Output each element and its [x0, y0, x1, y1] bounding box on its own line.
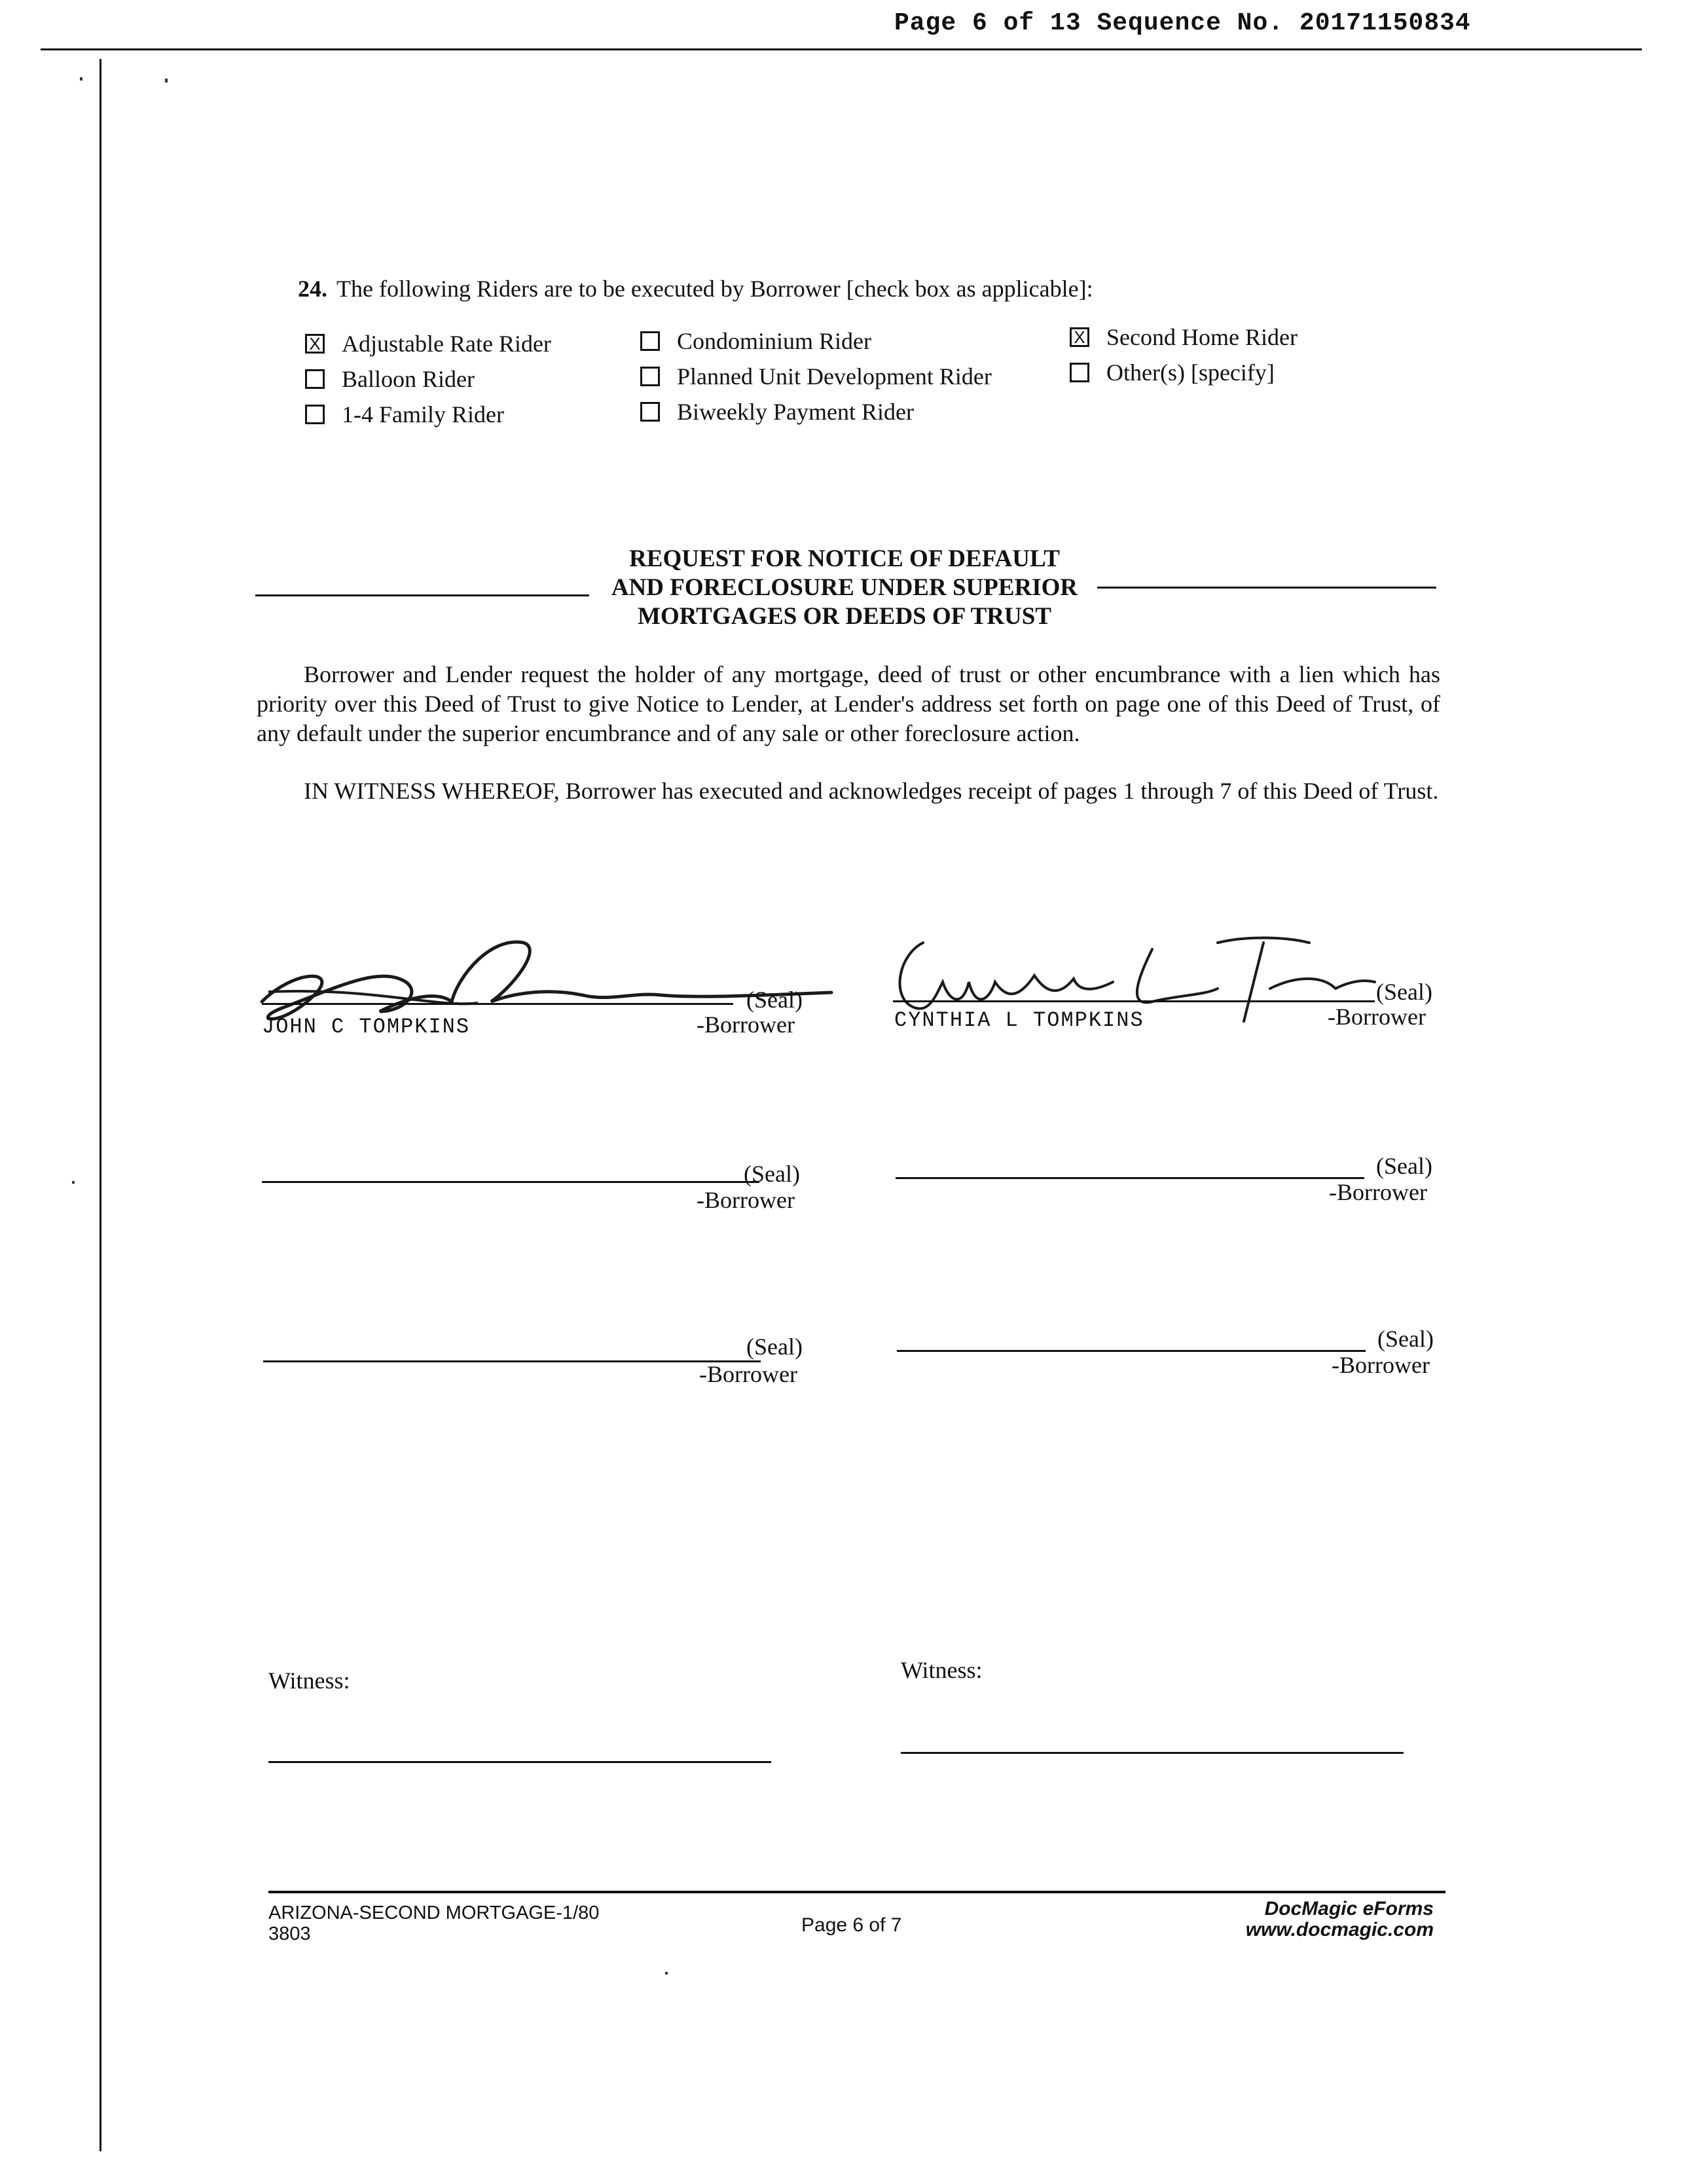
- section-number: 24.: [298, 276, 327, 302]
- form-name: ARIZONA-SECOND MORTGAGE-1/80: [268, 1902, 600, 1923]
- scan-speck: [165, 79, 168, 82]
- checkbox-unchecked[interactable]: [305, 405, 325, 424]
- witness-clause: [257, 776, 1440, 806]
- request-paragraph: [257, 660, 1440, 748]
- borrower-label: -Borrower: [699, 1361, 797, 1387]
- header-rule: [41, 48, 1642, 50]
- rider-others[interactable]: [1070, 359, 1275, 386]
- rider-biweekly-payment[interactable]: [640, 398, 914, 426]
- footer-rule: [268, 1891, 1445, 1893]
- borrower-name: CYNTHIA L TOMPKINS: [894, 1008, 1144, 1032]
- section-title-line3: MORTGAGES OR DEEDS OF TRUST: [638, 603, 1051, 630]
- seal-label: (Seal): [1376, 1153, 1432, 1179]
- form-code: 3803: [268, 1923, 311, 1944]
- seal-label: (Seal): [1376, 979, 1432, 1005]
- section-24-intro: [298, 275, 1093, 302]
- borrower-name: JOHN C TOMPKINS: [262, 1015, 471, 1039]
- seal-label: (Seal): [746, 987, 803, 1013]
- borrower-label: -Borrower: [1329, 1179, 1427, 1205]
- borrower-label: -Borrower: [1328, 1004, 1426, 1030]
- witness-label: Witness:: [901, 1657, 983, 1683]
- signature-line: [262, 1181, 759, 1183]
- signature-line: [897, 1350, 1366, 1352]
- left-margin-rule: [100, 59, 101, 2151]
- rider-balloon[interactable]: [305, 365, 475, 393]
- witness-line: [901, 1752, 1404, 1754]
- rider-label: Planned Unit Development Rider: [677, 363, 992, 390]
- request-paragraph-text: Borrower and Lender request the holder of any mortgage, deed of trust or other encumbrance with a lien which has priority over this Deed of Trust to give Notice to Lender, at Lender's address set forth on page one of this Deed of Trust, of any default under the superior encumbrance and of any sale or other foreclosure action.: [257, 661, 1440, 746]
- scan-speck: [665, 1972, 668, 1975]
- signature-line: [893, 1000, 1375, 1002]
- rider-label: Balloon Rider: [342, 366, 475, 392]
- rider-planned-unit-development[interactable]: [640, 363, 992, 390]
- witness-line: [268, 1761, 771, 1763]
- page-number: Page 6 of 7: [801, 1914, 902, 1936]
- page-sequence-header: Page 6 of 13 Sequence No. 20171150834: [894, 9, 1471, 37]
- signature-line: [262, 1003, 733, 1005]
- rider-label: Biweekly Payment Rider: [677, 399, 914, 425]
- borrower-label: -Borrower: [697, 1011, 795, 1038]
- section-title-line2: AND FORECLOSURE UNDER SUPERIOR: [611, 574, 1078, 601]
- rider-1-4-family[interactable]: [305, 401, 504, 428]
- section-title-line1: REQUEST FOR NOTICE OF DEFAULT: [629, 545, 1060, 572]
- seal-label: (Seal): [746, 1334, 803, 1360]
- rider-label: Second Home Rider: [1106, 324, 1298, 350]
- rider-second-home[interactable]: [1070, 323, 1298, 351]
- rider-label: Other(s) [specify]: [1106, 359, 1275, 386]
- brand-url: www.docmagic.com: [1245, 1919, 1434, 1940]
- checkbox-checked[interactable]: X: [1070, 327, 1089, 347]
- checkbox-unchecked[interactable]: [1070, 363, 1089, 382]
- signature-line: [896, 1177, 1364, 1179]
- seal-label: (Seal): [1377, 1326, 1434, 1352]
- signature-line: [263, 1360, 761, 1362]
- checkbox-unchecked[interactable]: [305, 369, 325, 389]
- scan-speck: [72, 1181, 75, 1184]
- brand-name: DocMagic eForms: [1264, 1898, 1434, 1920]
- borrower-label: -Borrower: [697, 1187, 795, 1213]
- witness-label: Witness:: [268, 1667, 350, 1694]
- title-rule-right: [1097, 587, 1436, 589]
- rider-label: 1-4 Family Rider: [342, 401, 504, 428]
- scan-speck: [80, 77, 82, 81]
- rider-label: Condominium Rider: [677, 328, 871, 354]
- checkbox-unchecked[interactable]: [640, 367, 660, 386]
- title-rule-left: [255, 594, 589, 596]
- section-24-text: The following Riders are to be executed by Borrower [check box as applicable]:: [336, 276, 1093, 302]
- borrower-label: -Borrower: [1332, 1352, 1430, 1378]
- seal-label: (Seal): [744, 1161, 800, 1187]
- rider-adjustable-rate[interactable]: [305, 330, 551, 357]
- rider-condominium[interactable]: [640, 327, 871, 355]
- witness-clause-text: IN WITNESS WHEREOF, Borrower has executed and acknowledges receipt of pages 1 through 7 of this Deed of Trust.: [304, 778, 1439, 804]
- rider-label: Adjustable Rate Rider: [342, 331, 551, 357]
- form-identifier: [268, 1902, 599, 1944]
- docmagic-brand: [1244, 1899, 1434, 1940]
- checkbox-unchecked[interactable]: [640, 402, 660, 422]
- checkbox-unchecked[interactable]: [640, 331, 660, 351]
- checkbox-checked[interactable]: X: [305, 334, 325, 354]
